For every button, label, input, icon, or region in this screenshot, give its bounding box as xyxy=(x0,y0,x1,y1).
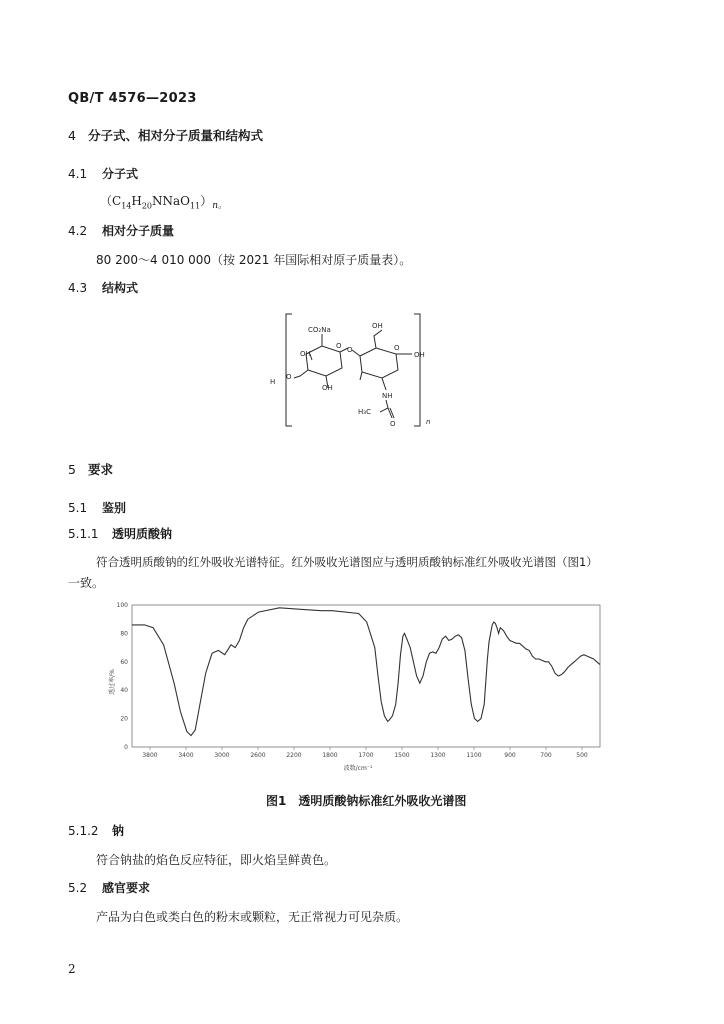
section-title: 分子式 xyxy=(102,167,139,181)
section-title: 鉴别 xyxy=(102,501,127,515)
x-tick-label: 3400 xyxy=(178,752,194,759)
x-tick-label: 1700 xyxy=(358,752,374,759)
section-5-heading xyxy=(68,460,113,478)
section-number: 4.2 xyxy=(68,224,88,238)
y-tick-label: 80 xyxy=(120,630,128,638)
spectrum-line xyxy=(132,608,600,736)
section-5-1-heading xyxy=(68,499,126,516)
section-number: 4 xyxy=(68,128,76,143)
section-number: 5.1.1 xyxy=(68,527,99,541)
sensory-text: 产品为白色或类白色的粉末或颗粒，无正常视力可见杂质。 xyxy=(96,910,409,924)
carbonyl-oxygen-label: O xyxy=(390,420,396,428)
ring-oxygen-label: O xyxy=(394,344,400,352)
y-axis xyxy=(117,602,129,751)
section-4-2-heading xyxy=(68,222,174,239)
ir-spectrum-chart xyxy=(108,600,608,776)
hydroxyl-label: OH xyxy=(372,322,383,330)
figure-caption: 图1 透明质酸钠标准红外吸收光谱图 xyxy=(266,794,467,808)
section-number: 4.1 xyxy=(68,167,88,181)
section-title: 透明质酸钠 xyxy=(112,527,173,541)
molecular-formula: $(C_{14}H_{20}NNaO_{11})_{n。}$ xyxy=(100,194,228,211)
plot-frame xyxy=(132,605,600,747)
page-number: 2 xyxy=(68,962,76,976)
section-number: 5.1.2 xyxy=(68,824,99,838)
ring-oxygen-label: O xyxy=(336,342,342,350)
x-tick-label: 1100 xyxy=(466,752,482,759)
structural-formula xyxy=(262,308,442,430)
x-tick-label: 2600 xyxy=(250,752,266,759)
section-5-1-2-heading xyxy=(68,822,124,839)
y-tick-label: 0 xyxy=(124,744,128,751)
methyl-label: H₃C xyxy=(358,408,371,416)
carboxylate-label: CO₂Na xyxy=(308,326,331,334)
hydroxyl-label: OH xyxy=(322,384,333,392)
section-title: 结构式 xyxy=(102,281,139,295)
glycosidic-oxygen-label: O xyxy=(286,373,292,381)
repeat-count-label: n xyxy=(426,418,431,426)
section-5-1-1-heading xyxy=(68,525,172,542)
x-tick-label: 1300 xyxy=(430,752,446,759)
terminal-h-label: H xyxy=(270,378,276,386)
section-number: 5.2 xyxy=(68,881,88,895)
y-tick-label: 60 xyxy=(120,658,128,666)
x-tick-label: 3000 xyxy=(214,752,230,759)
identification-text-line2: 一致。 xyxy=(68,576,105,590)
x-axis xyxy=(142,747,588,759)
x-tick-label: 500 xyxy=(576,752,588,759)
y-axis-label: 透过率/% xyxy=(109,669,116,695)
section-4-1-heading xyxy=(68,165,138,182)
section-4-3-heading xyxy=(68,279,138,296)
section-title: 要求 xyxy=(88,462,114,477)
x-tick-label: 2200 xyxy=(286,752,302,759)
section-number: 4.3 xyxy=(68,281,88,295)
x-tick-label: 1500 xyxy=(394,752,410,759)
y-tick-label: 100 xyxy=(116,602,128,609)
section-5-2-heading xyxy=(68,879,150,896)
section-title: 钠 xyxy=(112,824,125,838)
section-title: 分子式、相对分子质量和结构式 xyxy=(88,128,264,143)
molecular-mass-text: 80 200～4 010 000（按 2021 年国际相对原子质量表）。 xyxy=(96,253,412,267)
section-number: 5.1 xyxy=(68,501,88,515)
section-title: 相对分子质量 xyxy=(102,224,175,238)
y-tick-label: 40 xyxy=(120,687,128,695)
amine-label: NH xyxy=(382,392,393,400)
identification-text-line1: 符合透明质酸钠的红外吸收光谱特征。红外吸收光谱图应与透明质酸钠标准红外吸收光谱图（图1） xyxy=(96,555,598,569)
x-tick-label: 1800 xyxy=(322,752,338,759)
x-axis-label: 波数/cm⁻¹ xyxy=(343,765,373,772)
section-number: 5 xyxy=(68,462,76,477)
glycosidic-oxygen-label: O xyxy=(347,346,353,354)
sodium-test-text: 符合钠盐的焰色反应特征，即火焰呈鲜黄色。 xyxy=(96,853,337,867)
x-tick-label: 700 xyxy=(540,752,552,759)
hydroxyl-label: OH xyxy=(300,350,311,358)
section-title: 感官要求 xyxy=(102,881,151,895)
y-tick-label: 20 xyxy=(120,715,128,723)
standard-number: QB/T 4576—2023 xyxy=(68,91,197,106)
x-tick-label: 900 xyxy=(504,752,516,759)
x-tick-label: 3800 xyxy=(142,752,158,759)
hydroxyl-label: OH xyxy=(414,351,425,359)
section-4-heading xyxy=(68,126,263,144)
